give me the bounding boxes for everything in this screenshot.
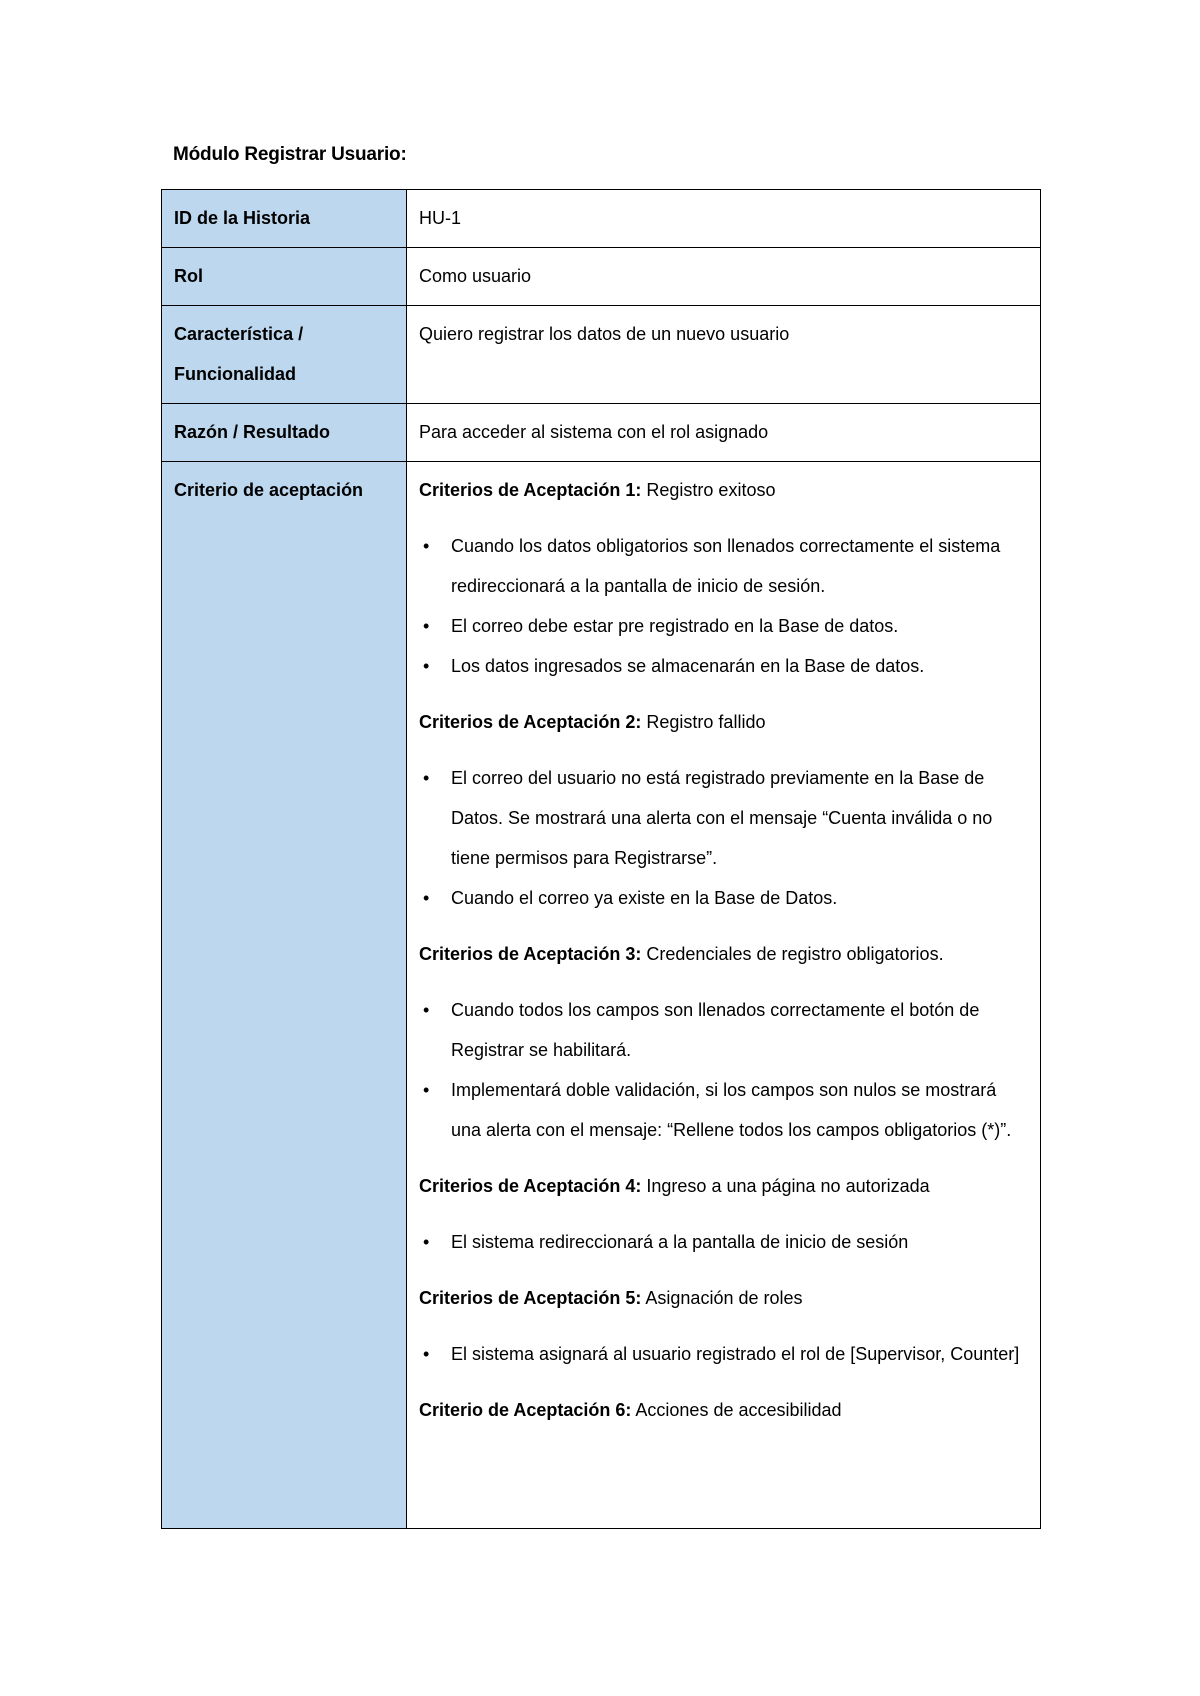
criterion-heading bbox=[419, 702, 1028, 742]
table-row bbox=[162, 462, 1041, 1529]
story-id-value: HU-1 bbox=[407, 190, 1041, 248]
acceptance-criteria-label: Criterio de aceptación bbox=[162, 462, 407, 1529]
criterion-1 bbox=[419, 470, 1028, 686]
criterion-5 bbox=[419, 1278, 1028, 1374]
criterion-2 bbox=[419, 702, 1028, 918]
list-item: • Cuando todos los campos son llenados correctamente el botón de Registrar se habilitará. bbox=[451, 990, 1028, 1070]
page-title: Módulo Registrar Usuario: bbox=[173, 144, 407, 165]
criterion-4 bbox=[419, 1166, 1028, 1262]
criterion-title: Criterios de Aceptación 5: bbox=[419, 1288, 642, 1308]
list-item: • El correo del usuario no está registrado previamente en la Base de Datos. Se mostrará una alerta con el mensaje “Cuenta inválida o no tiene permisos para Registrarse”. bbox=[451, 758, 1028, 878]
criterion-bullets bbox=[419, 990, 1028, 1150]
criterion-heading bbox=[419, 1166, 1028, 1206]
story-id-label: ID de la Historia bbox=[162, 190, 407, 248]
criterion-title: Criterios de Aceptación 3: bbox=[419, 944, 642, 964]
criterion-bullets bbox=[419, 1222, 1028, 1262]
list-item: • Implementará doble validación, si los campos son nulos se mostrará una alerta con el mensaje: “Rellene todos los campos obligatorios (*)”. bbox=[451, 1070, 1028, 1150]
criterion-title: Criterio de Aceptación 6: bbox=[419, 1400, 632, 1420]
criterion-title: Criterios de Aceptación 2: bbox=[419, 712, 642, 732]
reason-label: Razón / Resultado bbox=[162, 404, 407, 462]
table-row bbox=[162, 190, 1041, 248]
criterion-description: Ingreso a una página no autorizada bbox=[646, 1176, 930, 1196]
acceptance-criteria-cell bbox=[407, 462, 1041, 1529]
criterion-description: Acciones de accesibilidad bbox=[635, 1400, 842, 1420]
role-label: Rol bbox=[162, 248, 407, 306]
criterion-title: Criterios de Aceptación 4: bbox=[419, 1176, 642, 1196]
list-item: • Los datos ingresados se almacenarán en la Base de datos. bbox=[451, 646, 1028, 686]
criterion-6 bbox=[419, 1390, 1028, 1430]
list-item: • Cuando el correo ya existe en la Base de Datos. bbox=[451, 878, 1028, 918]
table-row bbox=[162, 306, 1041, 404]
criterion-bullets bbox=[419, 1334, 1028, 1374]
criterion-description: Asignación de roles bbox=[645, 1288, 803, 1308]
criterion-heading bbox=[419, 1390, 1028, 1430]
feature-value: Quiero registrar los datos de un nuevo usuario bbox=[407, 306, 1041, 404]
feature-label: Característica / Funcionalidad bbox=[162, 306, 407, 404]
criterion-title: Criterios de Aceptación 1: bbox=[419, 480, 642, 500]
list-item: • El sistema asignará al usuario registrado el rol de [Supervisor, Counter] bbox=[451, 1334, 1028, 1374]
list-item: • El correo debe estar pre registrado en la Base de datos. bbox=[451, 606, 1028, 646]
reason-value: Para acceder al sistema con el rol asignado bbox=[407, 404, 1041, 462]
criterion-description: Registro exitoso bbox=[646, 480, 776, 500]
user-story-table bbox=[161, 189, 1041, 1529]
criterion-description: Registro fallido bbox=[646, 712, 766, 732]
list-item: • Cuando los datos obligatorios son llenados correctamente el sistema redireccionará a la pantalla de inicio de sesión. bbox=[451, 526, 1028, 606]
table-row bbox=[162, 404, 1041, 462]
criterion-heading bbox=[419, 470, 1028, 510]
list-item: • El sistema redireccionará a la pantalla de inicio de sesión bbox=[451, 1222, 1028, 1262]
role-value: Como usuario bbox=[407, 248, 1041, 306]
criterion-bullets bbox=[419, 526, 1028, 686]
criterion-description: Credenciales de registro obligatorios. bbox=[646, 944, 944, 964]
criterion-bullets bbox=[419, 758, 1028, 918]
criterion-3 bbox=[419, 934, 1028, 1150]
criterion-heading bbox=[419, 934, 1028, 974]
criterion-heading bbox=[419, 1278, 1028, 1318]
table-row bbox=[162, 248, 1041, 306]
